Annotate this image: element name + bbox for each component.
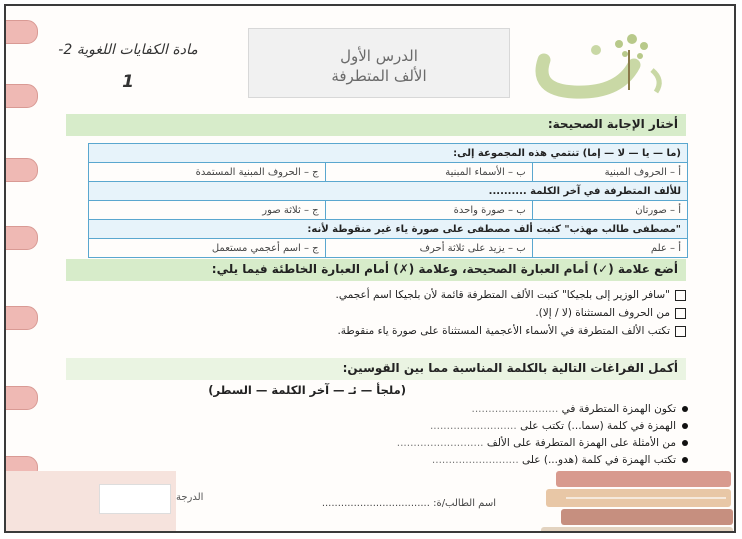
fill-text: من الأمثلة على الهمزة المتطرفة على الألف [486, 437, 676, 449]
true-false-item [126, 289, 686, 301]
options-row [89, 163, 688, 182]
grade-box[interactable] [99, 484, 171, 514]
question-text: "مصطفى طالب مهذب" كتبت ألف مصطفى على صورة ياء غير منقوطة لأنه: [89, 220, 688, 239]
binder-ring [4, 306, 38, 330]
checkbox[interactable] [675, 290, 686, 301]
arabic-letter-logo-icon [524, 30, 674, 100]
option-c[interactable]: ج – الحروف المبنية المستمدة [89, 163, 326, 182]
section-heading-choose: أختار الإجابة الصحيحة: [66, 114, 686, 136]
statement-text: "سافر الوزير إلى بلجيكا" كتبت الألف المتطرفة قائمة لأن بلجيكا اسم أعجمي. [335, 289, 670, 301]
binder-ring [4, 158, 38, 182]
option-b[interactable]: ب – الأسماء المبنية [325, 163, 532, 182]
section-heading-fill: أكمل الفراغات التالية بالكلمة المناسبة مما بين القوسين: [66, 358, 686, 380]
grade-label: الدرجة [176, 492, 204, 503]
books-illustration-icon [536, 461, 736, 533]
bullet-icon [682, 423, 688, 429]
option-a[interactable]: أ – الحروف المبنية [532, 163, 687, 182]
lesson-title-box [248, 28, 510, 98]
subject-name: مادة الكفايات اللغوية 2- [58, 42, 198, 58]
bullet-icon [682, 440, 688, 446]
binder-ring [4, 20, 38, 44]
lesson-subtitle: الألف المتطرفة [331, 67, 427, 85]
option-b[interactable]: ب – يزيد على ثلاثة أحرف [325, 239, 532, 258]
question-row [89, 182, 688, 201]
blank-line[interactable]: .......................... [396, 437, 484, 449]
options-row [89, 201, 688, 220]
multiple-choice-table [88, 143, 688, 258]
word-bank: (ملجأ — ئـ — آخر الكلمة — السطر) [208, 383, 406, 397]
true-false-item [126, 307, 686, 319]
section-heading-true-false: أضع علامة (✓) أمام العبارة الصحيحة، وعلامة (✗) أمام العبارة الخاطئة فيما يلي: [66, 259, 686, 281]
question-row [89, 144, 688, 163]
option-a[interactable]: أ – علم [532, 239, 687, 258]
option-a[interactable]: أ – صورتان [532, 201, 687, 220]
option-c[interactable]: ج – اسم أعجمي مستعمل [89, 239, 326, 258]
question-row [89, 220, 688, 239]
statement-text: تكتب الألف المتطرفة في الأسماء الأعجمية المستثناة على صورة ياء منقوطة. [337, 325, 670, 337]
blank-line[interactable]: .......................... [471, 403, 559, 415]
fill-item [306, 420, 688, 432]
student-name-field[interactable]: اسم الطالب/ة: .................................. [321, 498, 496, 509]
worksheet-page [4, 4, 736, 533]
statement-text: من الحروف المستثناة (لا / إلا). [535, 307, 670, 319]
checkbox[interactable] [675, 326, 686, 337]
options-row [89, 239, 688, 258]
fill-text: تكتب الهمزة في كلمة (هدو...) على [522, 454, 676, 466]
fill-text: الهمزة في كلمة (سما...) تكتب على [520, 420, 676, 432]
question-text: (ما — يا — لا — إما) تنتمي هذه المجموعة إلى: [89, 144, 688, 163]
question-text: للألف المتطرفة في آخر الكلمة .......... [89, 182, 688, 201]
option-b[interactable]: ب – صورة واحدة [325, 201, 532, 220]
binder-ring [4, 226, 38, 250]
blank-line[interactable]: .......................... [429, 420, 517, 432]
fill-item [306, 403, 688, 415]
bullet-icon [682, 406, 688, 412]
lesson-title: الدرس الأول [340, 47, 418, 65]
true-false-item [126, 325, 686, 337]
checkbox[interactable] [675, 308, 686, 319]
blank-line[interactable]: .......................... [431, 454, 519, 466]
binder-ring [4, 386, 38, 410]
subject-label [28, 42, 228, 92]
fill-text: تكون الهمزة المتطرفة في [561, 403, 676, 415]
fill-item [306, 437, 688, 449]
subject-number: 1 [122, 72, 134, 92]
option-c[interactable]: ج – ثلاثة صور [89, 201, 326, 220]
